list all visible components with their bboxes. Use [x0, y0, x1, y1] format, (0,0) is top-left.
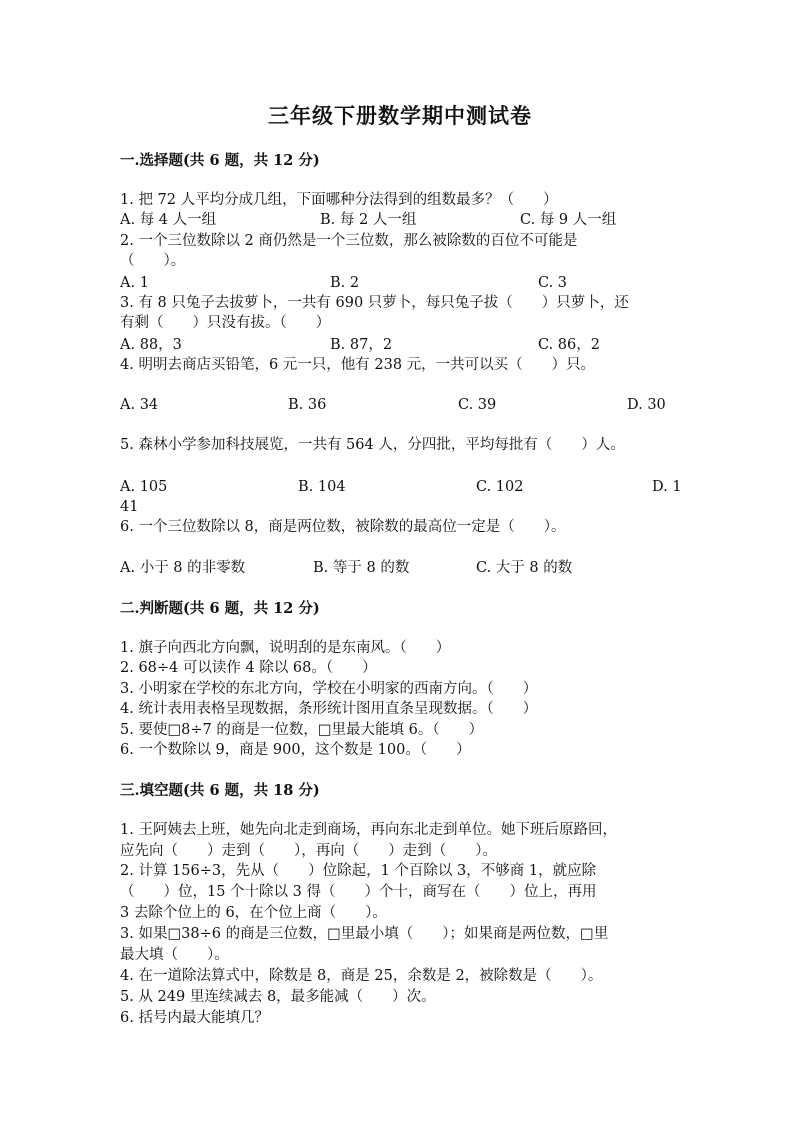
question-5-option-d-continued: 41: [120, 499, 139, 515]
question-1-stem: 1. 把 72 人平均分成几组，下面哪种分法得到的组数最多？（ ）: [120, 192, 558, 208]
question-3-option-c: C. 86，2: [538, 337, 600, 353]
question-3-stem-line1: 3. 有 8 只兔子去拔萝卜，一共有 690 只萝卜，每只兔子拔（ ）只萝卜，还: [120, 295, 629, 311]
question-5-option-d: D. 1: [652, 479, 682, 495]
fill-blank-line: （ ）位，15 个十除以 3 得（ ）个十，商写在（ ）位上，再用: [120, 884, 597, 900]
question-2-option-c: C. 3: [538, 275, 568, 291]
judgement-item: 1. 旗子向西北方向飘，说明刮的是东南风。（ ）: [120, 640, 451, 656]
judgement-item: 5. 要使□8÷7 的商是一位数，□里最大能填 6。（ ）: [120, 722, 484, 738]
fill-blank-line: 3. 如果□38÷6 的商是三位数，□里最小填（ ）；如果商是两位数，□里: [120, 926, 609, 942]
section-heading-choice: 一.选择题(共 6 题，共 12 分): [120, 152, 320, 169]
question-3-stem-line2: 有剩（ ）只没有拔。（ ）: [120, 315, 331, 331]
question-3-option-b: B. 87，2: [330, 337, 393, 353]
question-1-option-c: C. 每 9 人一组: [520, 212, 617, 228]
question-2-option-b: B. 2: [330, 275, 360, 291]
question-6-option-a: A. 小于 8 的非零数: [120, 560, 246, 576]
question-2-stem-line1: 2. 一个三位数除以 2 商仍然是一个三位数，那么被除数的百位不可能是: [120, 233, 578, 249]
page-title: 三年级下册数学期中测试卷: [268, 103, 532, 128]
section-heading-fill-blank: 三.填空题(共 6 题，共 18 分): [120, 782, 320, 799]
question-2-stem-line2: （ ）。: [120, 253, 186, 269]
fill-blank-line: 5. 从 249 里连续减去 8，最多能减（ ）次。: [120, 989, 436, 1005]
fill-blank-line: 4. 在一道除法算式中，除数是 8，商是 25，余数是 2，被除数是（ ）。: [120, 968, 603, 984]
question-5-stem: 5. 森林小学参加科技展览，一共有 564 人，分四批，平均每批有（ ）人。: [120, 437, 625, 453]
question-6-option-b: B. 等于 8 的数: [313, 560, 410, 576]
fill-blank-line: 2. 计算 156÷3，先从（ ）位除起，1 个百除以 3，不够商 1，就应除: [120, 863, 597, 879]
question-4-option-a: A. 34: [120, 397, 159, 413]
question-5-option-b: B. 104: [298, 479, 346, 495]
judgement-item: 4. 统计表用表格呈现数据，条形统计图用直条呈现数据。（ ）: [120, 701, 538, 717]
section-heading-judgement: 二.判断题(共 6 题，共 12 分): [120, 600, 320, 617]
question-4-stem: 4. 明明去商店买铅笔，6 元一只，他有 238 元，一共可以买（ ）只。: [120, 357, 596, 373]
question-4-option-b: B. 36: [288, 397, 327, 413]
judgement-item: 6. 一个数除以 9，商是 900，这个数是 100。（ ）: [120, 742, 471, 758]
fill-blank-line: 应先向（ ）走到（ ），再向（ ）走到（ ）。: [120, 843, 497, 859]
question-5-option-c: C. 102: [476, 479, 524, 495]
question-4-option-c: C. 39: [458, 397, 497, 413]
fill-blank-line: 6. 括号内最大能填几？: [120, 1010, 269, 1026]
question-5-option-a: A. 105: [120, 479, 168, 495]
judgement-item: 2. 68÷4 可以读作 4 除以 68。（ ）: [120, 660, 377, 676]
question-6-option-c: C. 大于 8 的数: [476, 560, 573, 576]
fill-blank-line: 3 去除个位上的 6，在个位上商（ ）。: [120, 905, 387, 921]
fill-blank-line: 1. 王阿姨去上班，她先向北走到商场，再向东北走到单位。她下班后原路回，: [120, 822, 617, 838]
question-3-option-a: A. 88，3: [120, 337, 182, 353]
question-4-option-d: D. 30: [627, 397, 666, 413]
question-1-option-a: A. 每 4 人一组: [120, 212, 217, 228]
question-2-option-a: A. 1: [120, 275, 149, 291]
judgement-item: 3. 小明家在学校的东北方向，学校在小明家的西南方向。（ ）: [120, 681, 538, 697]
question-6-stem: 6. 一个三位数除以 8，商是两位数，被除数的最高位一定是（ ）。: [120, 519, 566, 535]
question-1-option-b: B. 每 2 人一组: [320, 212, 417, 228]
fill-blank-line: 最大填（ ）。: [120, 947, 229, 963]
